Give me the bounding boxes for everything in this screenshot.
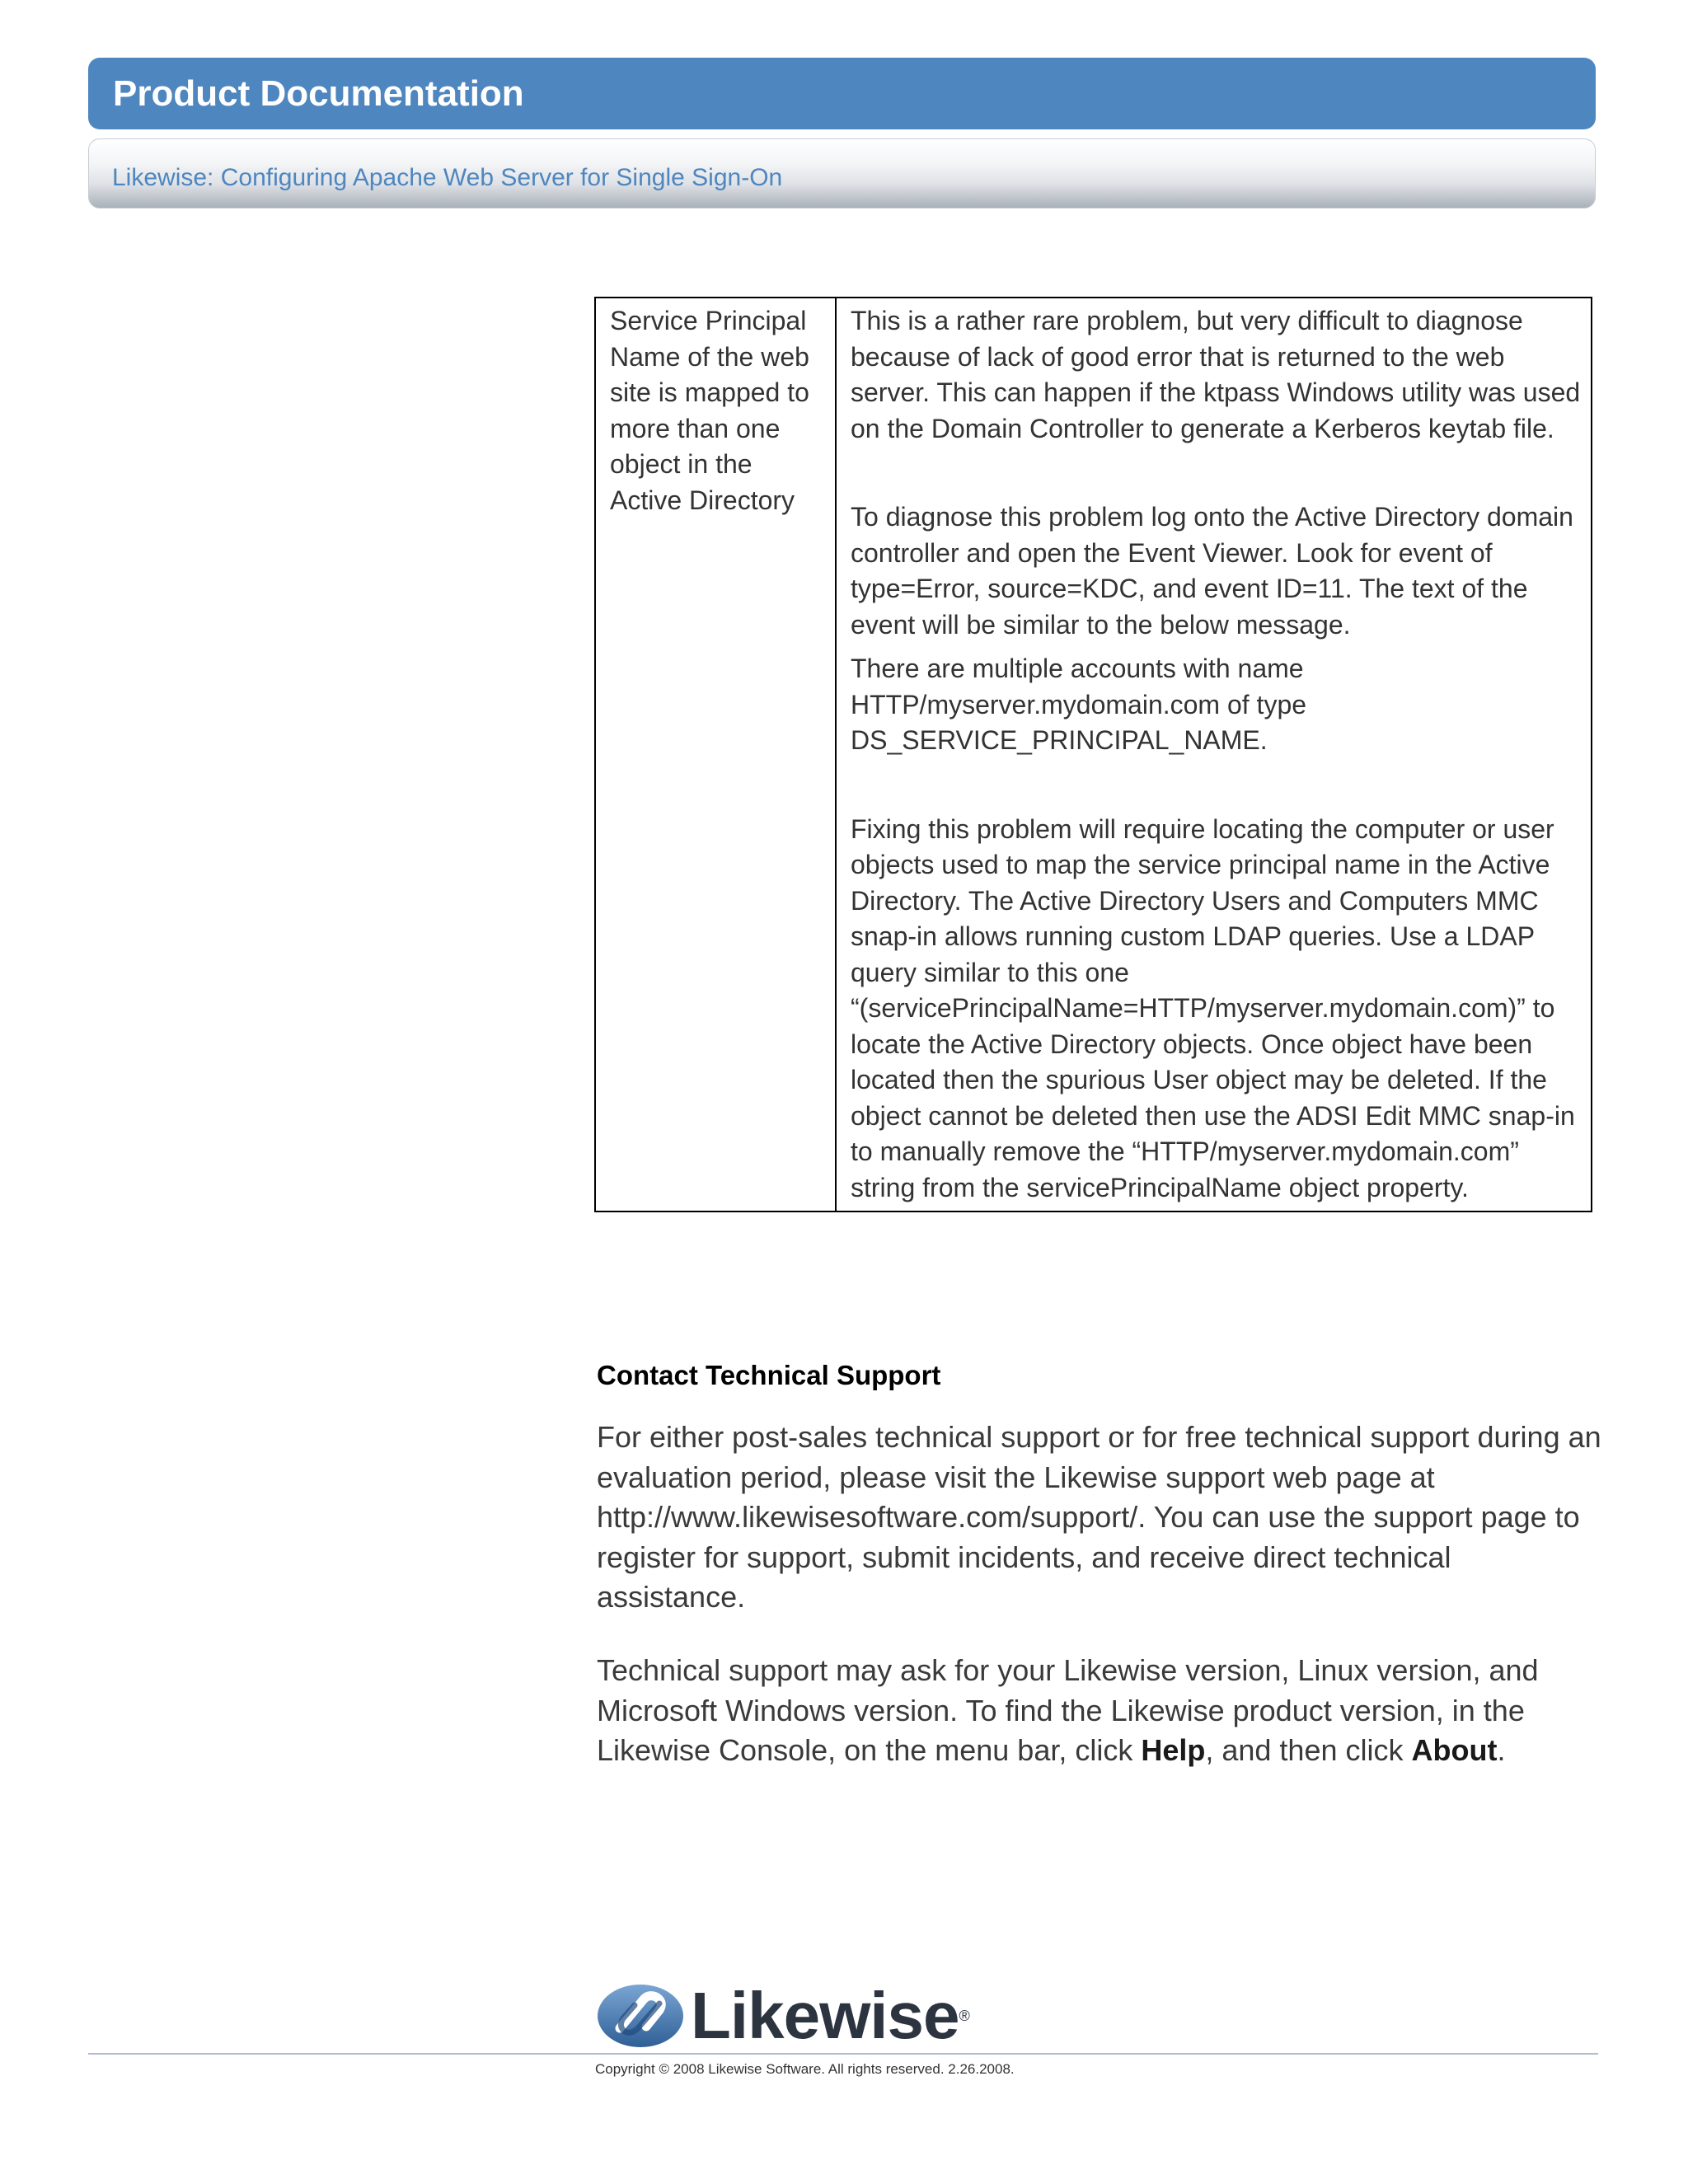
version-text: . bbox=[1497, 1733, 1506, 1767]
likewise-logo-text: Likewise bbox=[691, 1979, 959, 2052]
subtitle-bar bbox=[88, 138, 1596, 209]
error-message: There are multiple accounts with name HTTP/myserver.mydomain.com of type DS_SERVICE_PRINCIPAL_NAME. bbox=[851, 654, 1307, 755]
version-text: Technical support may ask for your Likewise version, Linux version, and Microsoft Windows version. To find the Likewise product version, in the Likewise Console, on the menu bar, click bbox=[597, 1653, 1539, 1767]
header-title: Product Documentation bbox=[113, 73, 524, 114]
likewise-logo-icon bbox=[595, 1982, 686, 2050]
copyright-text: Copyright © 2008 Likewise Software. All rights reserved. 2.26.2008. bbox=[595, 2061, 1015, 2077]
table-row bbox=[595, 298, 1592, 1212]
issue-cell: Service Principal Name of the web site is mapped to more than one object in the Active Directory bbox=[595, 298, 836, 1212]
help-menu-label: Help bbox=[1141, 1733, 1206, 1767]
about-menu-label: About bbox=[1411, 1733, 1498, 1767]
version-paragraph bbox=[597, 1651, 1602, 1771]
description-cell bbox=[836, 298, 1592, 1212]
registered-mark: ® bbox=[959, 2007, 970, 2024]
description-paragraph: To diagnose this problem log onto the Active Directory domain controller and open the Event Viewer. Look for event of type=Error, source=KDC, and event ID=11. The text of the event will be similar to the below message. bbox=[851, 502, 1573, 640]
description-paragraph: This is a rather rare problem, but very difficult to diagnose because of lack of good error that is returned to the web server. This can happen if the ktpass Windows utility was used on the Domain Controller to generate a Kerberos keytab file. bbox=[851, 306, 1581, 443]
footer-divider bbox=[88, 2053, 1598, 2055]
likewise-logo bbox=[595, 1979, 970, 2052]
troubleshooting-table bbox=[594, 297, 1592, 1212]
contact-heading: Contact Technical Support bbox=[597, 1360, 941, 1390]
version-text: , and then click bbox=[1205, 1733, 1412, 1767]
contact-paragraph: For either post-sales technical support or for free technical support during an evaluation period, please visit the Likewise support web page at http://www.likewisesoftware.com/support/. You can use the support page to register for support, submit incidents, and receive direct technical assistance. bbox=[597, 1420, 1601, 1614]
header-bar bbox=[88, 58, 1596, 129]
description-paragraph: Fixing this problem will require locating the computer or user objects used to map the service principal name in the Active Directory. The Active Directory Users and Computers MMC snap-in allows running custom LDAP queries. Use a LDAP query similar to this one “(servicePrincipalName=HTTP/myserver.mydomain.com)” to locate the Active Directory objects. Once object have been located then the spurious User object may be deleted. If the object cannot be deleted then use the ADSI Edit MMC snap-in to manually remove the “HTTP/myserver.mydomain.com” string from the servicePrincipalName object property. bbox=[851, 813, 1575, 1202]
document-subtitle: Likewise: Configuring Apache Web Server for Single Sign-On bbox=[112, 164, 783, 191]
